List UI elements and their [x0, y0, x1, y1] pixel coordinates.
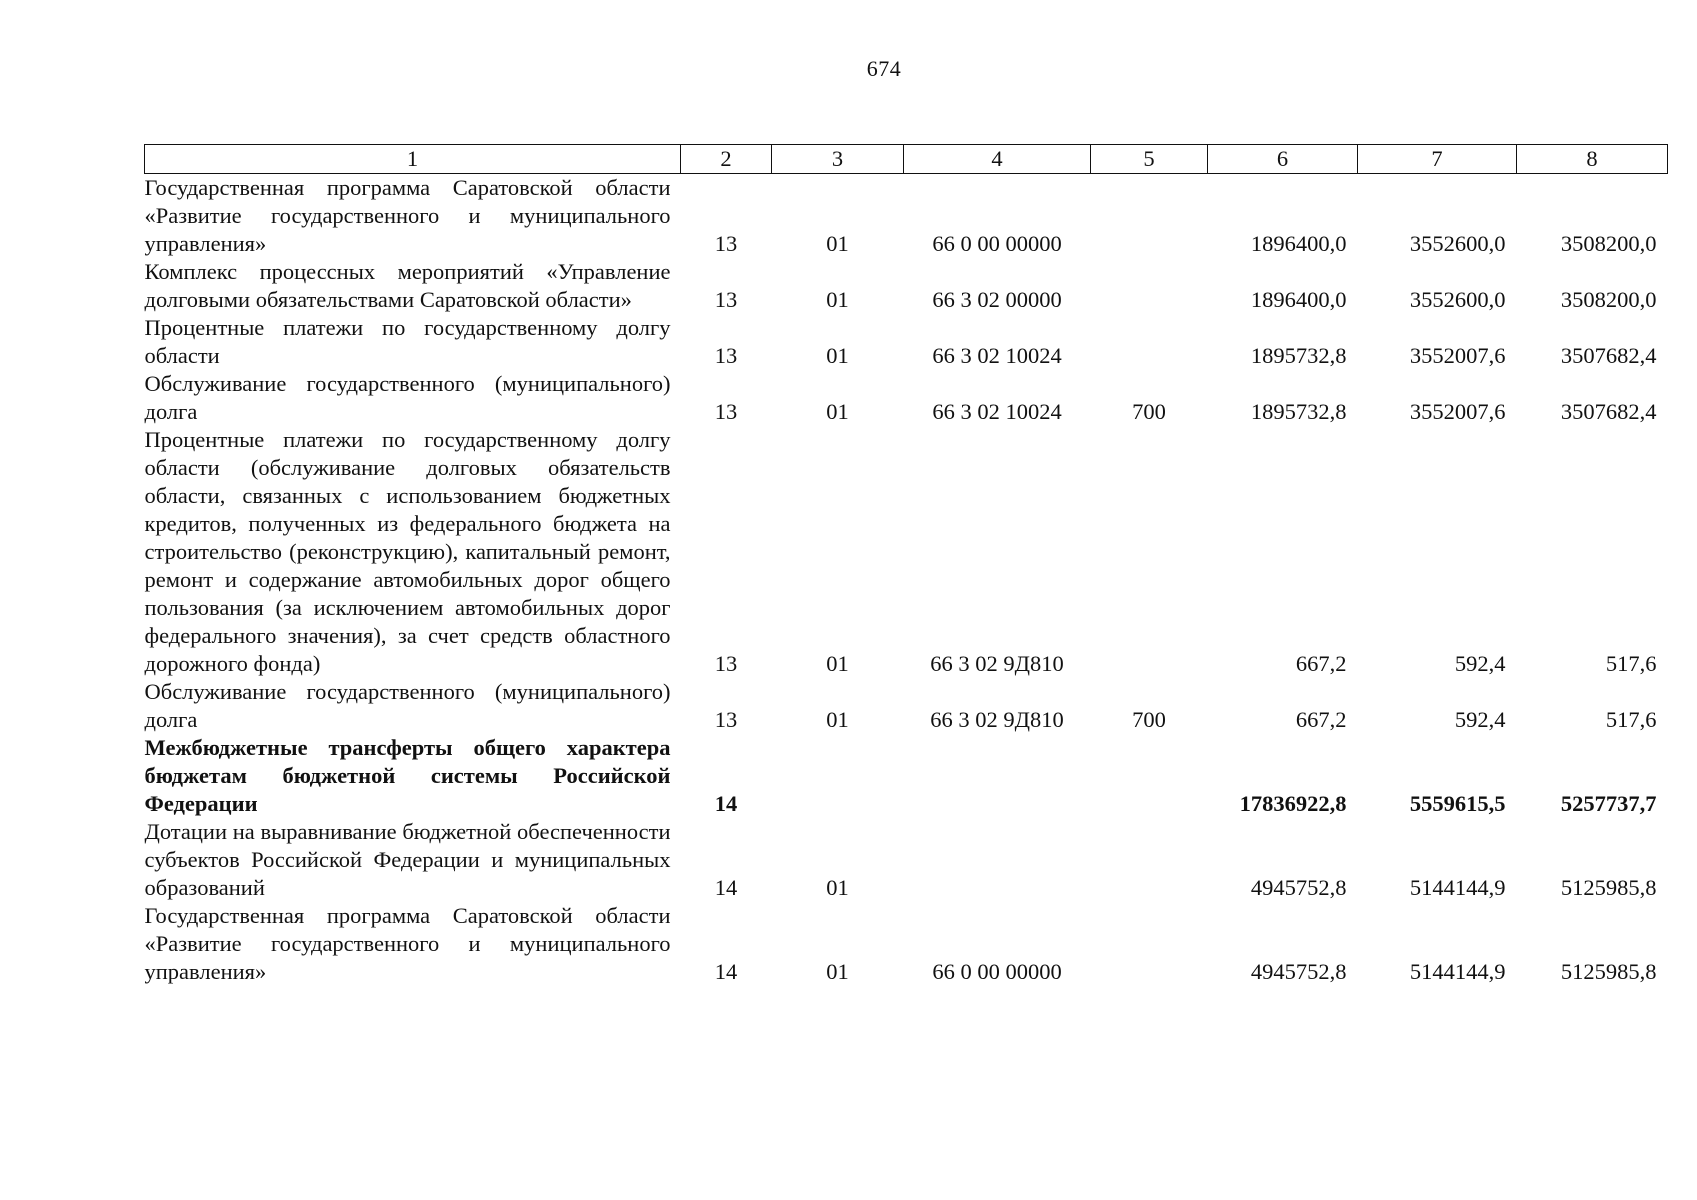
- row-amount-col8: 517,6: [1605, 707, 1657, 732]
- row-amount-col8: 3508200,0: [1560, 287, 1657, 312]
- row-target-article: [904, 818, 1091, 902]
- row-name: Межбюджетные трансферты общего характера бюджетам бюджетной системы Российской Федерации: [144, 735, 671, 816]
- row-amount-col7: 3552600,0: [1409, 231, 1506, 256]
- row-expense-type: [1091, 174, 1208, 259]
- row-target-article: 66 3 02 9Д810: [930, 651, 1064, 676]
- row-name: Государственная программа Саратовской области «Развитие государственного и муниципального управления»: [144, 175, 671, 256]
- row-amount-col6: 667,2: [1295, 651, 1347, 676]
- row-expense-type: [1091, 314, 1208, 370]
- row-target-article: 66 3 02 10024: [932, 343, 1062, 368]
- row-section-code: 14: [714, 959, 738, 984]
- row-subsection-code: 01: [826, 959, 849, 984]
- row-amount-col6: 4945752,8: [1250, 959, 1347, 984]
- table-row: [145, 734, 1668, 818]
- table-header: [145, 145, 1668, 174]
- row-section-code: 13: [714, 343, 738, 368]
- table-row: [145, 426, 1668, 678]
- row-amount-col8: 3508200,0: [1560, 231, 1657, 256]
- row-amount-col7: 5559615,5: [1409, 791, 1506, 816]
- row-amount-col8: 5125985,8: [1560, 875, 1657, 900]
- row-target-article: 66 3 02 9Д810: [930, 707, 1064, 732]
- row-amount-col8: 5125985,8: [1560, 959, 1657, 984]
- row-subsection-code: 01: [826, 287, 849, 312]
- row-subsection-code: 01: [826, 875, 849, 900]
- row-amount-col7: 592,4: [1454, 651, 1506, 676]
- row-subsection-code: 01: [826, 343, 849, 368]
- row-amount-col6: 4945752,8: [1250, 875, 1347, 900]
- row-name: Государственная программа Саратовской области «Развитие государственного и муниципального управления»: [144, 903, 671, 984]
- table-body: [145, 174, 1668, 987]
- budget-table: [144, 144, 1668, 986]
- column-header-3: 3: [772, 145, 904, 174]
- row-target-article: 66 0 00 00000: [932, 231, 1062, 256]
- row-amount-col7: 3552007,6: [1409, 343, 1506, 368]
- row-amount-col7: 5144144,9: [1409, 875, 1506, 900]
- row-amount-col6: 1896400,0: [1250, 287, 1347, 312]
- row-target-article: [904, 734, 1091, 818]
- table-row: [145, 370, 1668, 426]
- column-header-1: 1: [145, 145, 681, 174]
- row-name: Обслуживание государственного (муниципального) долга: [144, 371, 671, 424]
- row-amount-col6: 17836922,8: [1239, 791, 1347, 816]
- row-section-code: 14: [714, 875, 738, 900]
- row-subsection-code: 01: [826, 399, 849, 424]
- row-amount-col7: 3552600,0: [1409, 287, 1506, 312]
- table-row: [145, 818, 1668, 902]
- row-amount-col8: 3507682,4: [1560, 343, 1657, 368]
- row-amount-col7: 5144144,9: [1409, 959, 1506, 984]
- row-subsection-code: 01: [826, 707, 849, 732]
- row-amount-col6: 1895732,8: [1250, 343, 1347, 368]
- row-expense-type: [1091, 426, 1208, 678]
- row-section-code: 13: [714, 651, 738, 676]
- row-name: Комплекс процессных мероприятий «Управление долговыми обязательствами Саратовской области»: [144, 259, 671, 312]
- table-row: [145, 258, 1668, 314]
- column-header-8: 8: [1517, 145, 1668, 174]
- row-subsection-code: 01: [826, 651, 849, 676]
- row-amount-col6: 1896400,0: [1250, 231, 1347, 256]
- row-name: Процентные платежи по государственному долгу области: [144, 315, 671, 368]
- row-name: Дотации на выравнивание бюджетной обеспеченности субъектов Российской Федерации и муниципальных образований: [144, 819, 671, 900]
- row-amount-col8: 517,6: [1605, 651, 1657, 676]
- row-target-article: 66 0 00 00000: [932, 959, 1062, 984]
- row-amount-col8: 5257737,7: [1560, 791, 1657, 816]
- row-section-code: 13: [714, 399, 738, 424]
- row-section-code: 13: [714, 707, 738, 732]
- row-amount-col6: 1895732,8: [1250, 399, 1347, 424]
- page-number: 674: [866, 56, 902, 81]
- column-header-7: 7: [1358, 145, 1517, 174]
- table-row: [145, 174, 1668, 259]
- column-header-6: 6: [1208, 145, 1358, 174]
- row-target-article: 66 3 02 10024: [932, 399, 1062, 424]
- row-amount-col6: 667,2: [1295, 707, 1347, 732]
- row-expense-type: [1091, 902, 1208, 986]
- row-section-code: 13: [714, 287, 738, 312]
- row-amount-col7: 592,4: [1454, 707, 1506, 732]
- row-section-code: 13: [714, 231, 738, 256]
- row-target-article: 66 3 02 00000: [932, 287, 1062, 312]
- row-section-code: 14: [714, 791, 738, 816]
- row-amount-col7: 3552007,6: [1409, 399, 1506, 424]
- row-expense-type: 700: [1132, 707, 1166, 732]
- column-header-4: 4: [904, 145, 1091, 174]
- row-name: Обслуживание государственного (муниципального) долга: [144, 679, 671, 732]
- header-row: [145, 145, 1668, 174]
- row-subsection-code: [772, 734, 904, 818]
- row-expense-type: [1091, 818, 1208, 902]
- row-subsection-code: 01: [826, 231, 849, 256]
- table-row: [145, 902, 1668, 986]
- row-expense-type: [1091, 734, 1208, 818]
- column-header-5: 5: [1091, 145, 1208, 174]
- row-amount-col8: 3507682,4: [1560, 399, 1657, 424]
- row-expense-type: 700: [1132, 399, 1166, 424]
- row-expense-type: [1091, 258, 1208, 314]
- table-row: [145, 678, 1668, 734]
- table-row: [145, 314, 1668, 370]
- row-name: Процентные платежи по государственному долгу области (обслуживание долговых обязательств области, связанных с использованием бюджетных кредитов, полученных из федерального бюджета на строительство (реконструкцию), капитальный ремонт, ремонт и содержание автомобильных дорог общего пользования (за исключением автомобильных дорог федерального значения), за счет средств областного дорожного фонда): [144, 427, 671, 676]
- column-header-2: 2: [681, 145, 772, 174]
